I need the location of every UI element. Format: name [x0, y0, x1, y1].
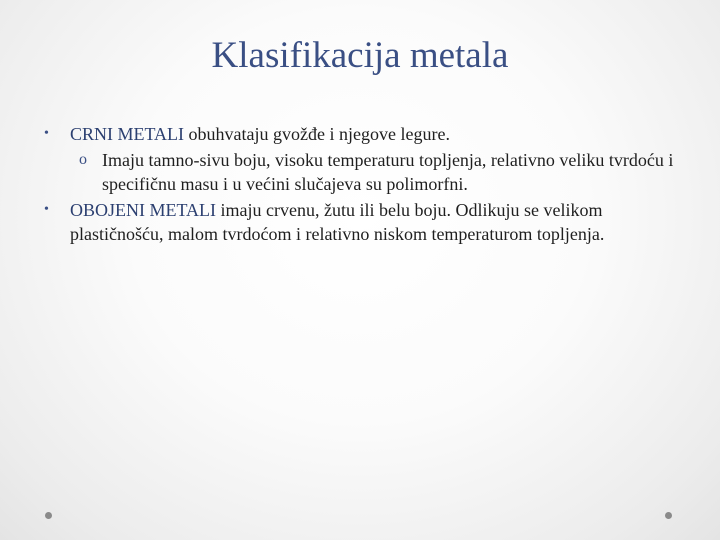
bullet-marker: • — [44, 202, 49, 217]
slide-title: Klasifikacija metala — [211, 35, 509, 76]
bullet-item-crni-metali — [38, 122, 678, 146]
slide-body — [38, 122, 678, 248]
sub-bullet-item — [38, 148, 678, 196]
bullet-marker: • — [44, 126, 49, 141]
bullet-text: imaju crvenu, žutu ili belu boju. Odlikuju se velikom plastičnošću, malom tvrdoćom i relativno niskom temperaturom topljenja. — [70, 200, 605, 244]
bullet-text: obuhvataju gvožđe i njegove legure. — [184, 124, 450, 144]
bullet-item-obojeni-metali — [38, 198, 678, 246]
corner-dot-left — [45, 512, 52, 519]
sub-bullet-text: Imaju tamno-sivu boju, visoku temperaturu topljenja, relativno veliku tvrdoću i specifičnu masu i u većini slučajeva su polimorfni. — [102, 150, 674, 194]
bullet-lead-text: CRNI METALI — [70, 124, 185, 144]
corner-dot-right — [665, 512, 672, 519]
sub-bullet-marker: o — [79, 151, 87, 168]
bullet-lead-text: OBOJENI METALI — [70, 200, 217, 220]
